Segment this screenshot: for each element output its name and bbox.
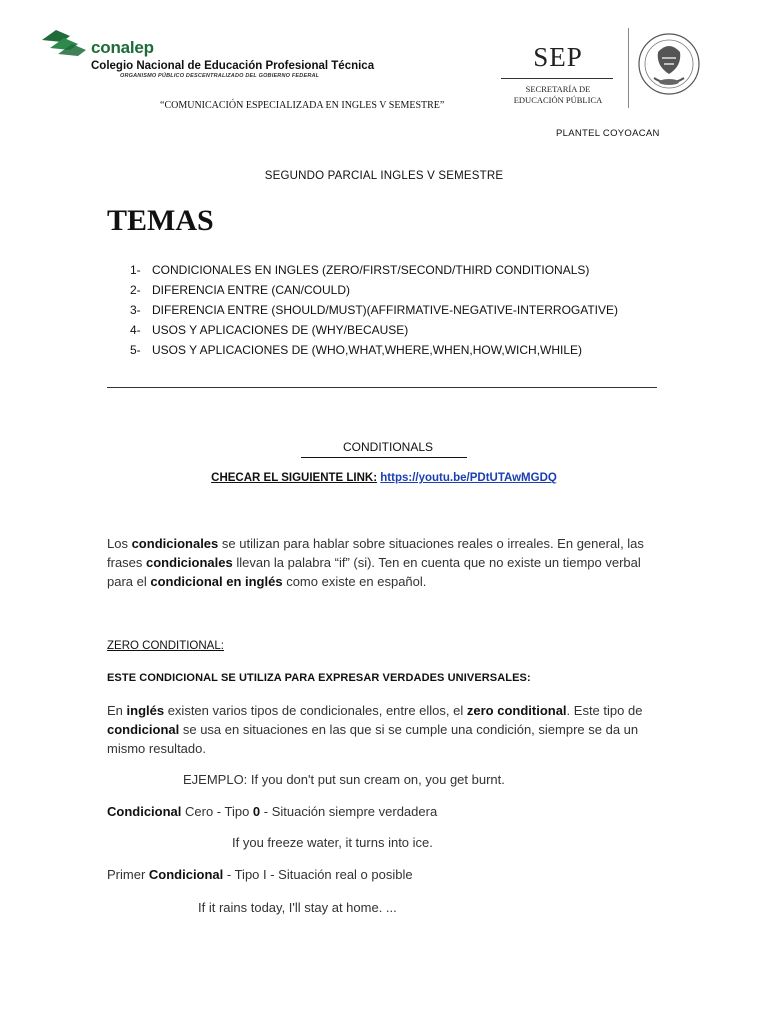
brand-name: conalep	[91, 38, 154, 57]
tipo-text: Cero - Tipo	[181, 804, 253, 819]
intro-text: como existe en español.	[282, 574, 427, 589]
zero-bold: inglés	[126, 703, 165, 718]
example-1: EJEMPLO: If you don't put sun cream on, you get burnt.	[183, 772, 505, 787]
zero-conditional-heading: ZERO CONDITIONAL:	[107, 640, 224, 652]
topic-number: 1-	[130, 263, 141, 277]
topic-text: CONDICIONALES EN INGLES (ZERO/FIRST/SECOND/THIRD CONDITIONALS)	[152, 263, 590, 277]
list-item	[130, 320, 618, 340]
header-divider	[628, 28, 629, 108]
course-title: “COMUNICACIÓN ESPECIALIZADA EN INGLES V SEMESTRE”	[160, 100, 445, 111]
list-item	[130, 300, 618, 320]
sep-rule	[501, 78, 613, 79]
section-divider	[107, 387, 657, 388]
list-item	[130, 280, 618, 300]
link-row	[0, 472, 768, 484]
intro-text: Los	[107, 536, 132, 551]
sep-acronym: SEP	[533, 42, 583, 72]
sep-line1: SECRETARÍA DE	[525, 84, 591, 94]
intro-bold: condicional en inglés	[150, 574, 283, 589]
example-2: If you freeze water, it turns into ice.	[232, 835, 433, 850]
zero-text: existen varios tipos de condicionales, entre ellos, el	[164, 703, 467, 718]
tipo-cero-line	[107, 804, 437, 819]
youtube-link[interactable]: https://youtu.be/PDtUTAwMGDQ	[380, 472, 557, 484]
sep-line2: EDUCACIÓN PÚBLICA	[513, 95, 603, 105]
topic-text: DIFERENCIA ENTRE (SHOULD/MUST)(AFFIRMATIVE-NEGATIVE-INTERROGATIVE)	[152, 303, 619, 317]
list-item	[130, 340, 618, 360]
organism-subtitle: ORGANISMO PÚBLICO DESCENTRALIZADO DEL GOBIERNO FEDERAL	[120, 73, 320, 79]
conalep-logo-icon	[40, 26, 92, 56]
plantel-label: PLANTEL COYOACAN	[556, 128, 660, 139]
zero-bold: zero conditional	[466, 703, 567, 718]
sep-subtitle	[498, 84, 618, 106]
topic-number: 4-	[130, 323, 141, 337]
coat-of-arms-icon	[636, 22, 702, 112]
zero-text: En	[107, 703, 127, 718]
intro-text: llevan la palabra “if” (si). Ten en cuenta que no existe un tiempo verbal para el	[107, 555, 641, 589]
intro-bold: condicionales	[146, 555, 233, 570]
topic-number: 2-	[130, 283, 141, 297]
primer-condicional-line	[107, 867, 413, 882]
topic-text: DIFERENCIA ENTRE (CAN/COULD)	[152, 283, 351, 297]
zero-text: . Este tipo de	[566, 703, 643, 718]
list-item	[130, 260, 618, 280]
topic-number: 5-	[130, 343, 141, 357]
topic-number: 3-	[130, 303, 141, 317]
example-3: If it rains today, I'll stay at home. ...	[198, 900, 397, 915]
intro-bold: condicionales	[131, 536, 219, 551]
topic-text: USOS Y APLICACIONES DE (WHY/BECAUSE)	[152, 323, 409, 337]
tipo-bold: 0	[252, 804, 261, 819]
topic-text: USOS Y APLICACIONES DE (WHO,WHAT,WHERE,WHEN,HOW,WICH,WHILE)	[152, 343, 583, 357]
exam-title: SEGUNDO PARCIAL INGLES V SEMESTRE	[264, 170, 504, 182]
tipo-text: - Tipo I - Situación real o posible	[223, 867, 413, 882]
institution-name: Colegio Nacional de Educación Profesional Técnica	[91, 60, 375, 72]
zero-text: se usa en situaciones en las que si se cumple una condición, siempre se da un mismo resultado.	[107, 722, 639, 756]
zero-paragraph	[107, 701, 657, 758]
intro-text: se utilizan para hablar sobre situaciones reales o irreales. En general, las frases	[107, 536, 644, 570]
conditionals-heading	[0, 440, 768, 458]
temas-heading: TEMAS	[107, 204, 214, 237]
tipo-text: - Situación siempre verdadera	[260, 804, 438, 819]
conditionals-heading-text: CONDITIONALS	[301, 440, 467, 458]
tipo-bold: Condicional	[107, 804, 182, 819]
tipo-text: Primer	[107, 867, 149, 882]
sep-logo	[498, 30, 618, 115]
topics-list	[130, 260, 618, 360]
tipo-bold: Condicional	[148, 867, 224, 882]
link-label: CHECAR EL SIGUIENTE LINK:	[211, 472, 378, 484]
intro-paragraph	[107, 534, 657, 591]
zero-bold: condicional	[107, 722, 180, 737]
zero-conditional-description: ESTE CONDICIONAL SE UTILIZA PARA EXPRESAR VERDADES UNIVERSALES:	[107, 672, 531, 684]
